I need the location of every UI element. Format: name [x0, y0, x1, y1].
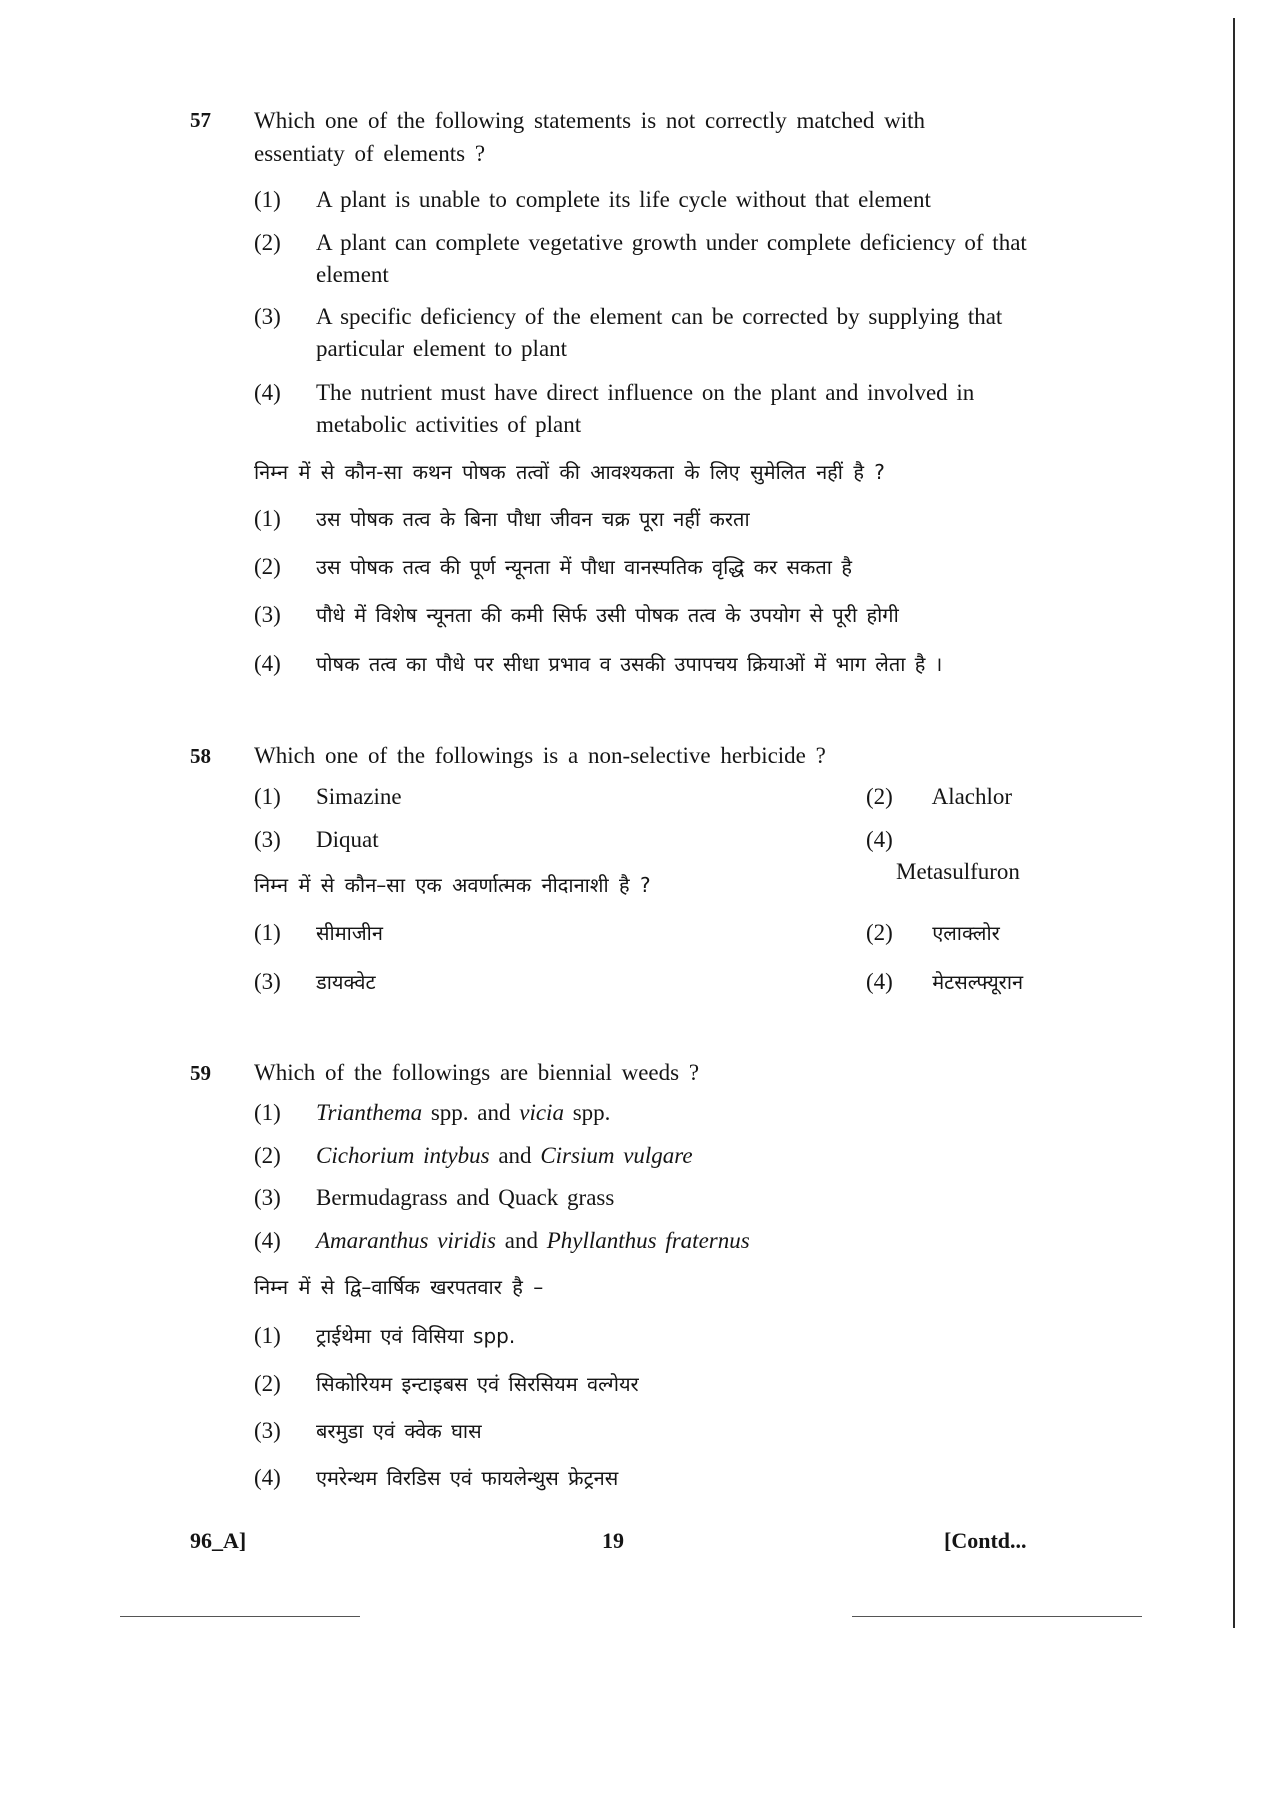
option-text: [316, 1097, 1054, 1129]
option-number: (4): [254, 1465, 281, 1490]
option-text: सीमाजीन: [316, 921, 383, 945]
option-number: (2): [254, 230, 281, 255]
option-en: [254, 301, 1054, 365]
question-text-hi: निम्न में से कौन-सा कथन पोषक तत्वों की आवश्यकता के लिए सुमेलित नहीं है ?: [254, 460, 885, 484]
option-text: Bermudagrass and Quack grass: [316, 1185, 615, 1210]
question-number: 58: [190, 744, 211, 768]
species-name: vicia: [519, 1100, 564, 1125]
option-text: [316, 1225, 1054, 1257]
footer-rule-right: [852, 1616, 1142, 1617]
option-text: A specific deficiency of the element can be corrected by supplying that particular element to plant: [316, 304, 1003, 361]
option-number: (3): [254, 969, 281, 994]
option-hi: [866, 966, 1023, 998]
question-number: 59: [190, 1061, 211, 1085]
species-name: Cirsium vulgare: [540, 1143, 693, 1168]
option-text: A plant can complete vegetative growth under complete deficiency of that element: [316, 230, 1027, 287]
option-number: (3): [254, 304, 281, 329]
connector-text: spp.: [563, 1100, 611, 1125]
footer-rule-left: [120, 1616, 360, 1617]
option-text: सिकोरियम इन्टाइबस एवं सिरसियम वल्गेयर: [316, 1372, 639, 1396]
option-en: [254, 824, 1054, 884]
option-text: A plant is unable to complete its life cycle without that element: [316, 187, 931, 212]
option-hi: [254, 1368, 1054, 1400]
continued-label: [Contd...: [944, 1528, 1027, 1553]
option-number: (2): [254, 554, 281, 579]
option-number: (4): [254, 651, 281, 676]
option-text: बरमुडा एवं क्वेक घास: [316, 1419, 482, 1443]
option-hi: [866, 917, 1000, 949]
option-number: (1): [254, 1100, 281, 1125]
option-en: [254, 1097, 1054, 1129]
option-hi: [254, 966, 1054, 998]
option-text: Alachlor: [931, 784, 1013, 809]
connector-text: and: [495, 1228, 547, 1253]
option-text: उस पोषक तत्व की पूर्ण न्यूनता में पौधा वानस्पतिक वृद्धि कर सकता है: [316, 555, 852, 579]
option-text: Metasulfuron: [896, 859, 1020, 884]
option-number: (1): [254, 784, 281, 809]
question-number: 57: [190, 108, 211, 132]
margin-rule: [1233, 18, 1235, 1628]
option-en: [254, 1140, 1054, 1172]
option-number: (2): [866, 920, 893, 945]
option-number: (4): [866, 827, 893, 852]
option-en: [254, 184, 1054, 216]
option-hi: [254, 1415, 1054, 1447]
option-number: (1): [254, 920, 281, 945]
option-text: ट्राईथेमा एवं विसिया spp.: [316, 1324, 516, 1348]
option-hi: [254, 1320, 1054, 1352]
connector-text: spp. and: [422, 1100, 520, 1125]
option-hi: [254, 599, 1054, 631]
option-text: डायक्वेट: [316, 970, 376, 994]
option-number: (3): [254, 1185, 281, 1210]
question-text-hi: निम्न में से द्वि–वार्षिक खरपतवार है –: [254, 1275, 544, 1299]
option-hi: [254, 648, 1054, 680]
option-hi: [254, 551, 1054, 583]
option-number: (3): [254, 602, 281, 627]
option-text: उस पोषक तत्व के बिना पौधा जीवन चक्र पूरा नहीं करता: [316, 507, 750, 531]
option-text: [316, 1140, 1054, 1172]
question-text-hi: निम्न में से कौन–सा एक अवर्णात्मक नीदानाशी है ?: [254, 873, 651, 897]
option-en: [254, 1225, 1054, 1257]
option-number: (2): [254, 1371, 281, 1396]
question-text-en: [254, 104, 1054, 170]
option-number: (4): [254, 1228, 281, 1253]
option-text: Simazine: [316, 784, 402, 809]
option-text: एलाक्लोर: [932, 921, 1000, 945]
option-number: (2): [866, 784, 893, 809]
paper-code: 96_A]: [190, 1528, 247, 1553]
option-number: (1): [254, 187, 281, 212]
species-name: Phyllanthus fraternus: [546, 1228, 750, 1253]
option-number: (3): [254, 1418, 281, 1443]
option-number: (2): [254, 1143, 281, 1168]
option-en: [254, 377, 1054, 441]
option-text: मेटसल्फ्यूरान: [932, 970, 1024, 994]
option-en: [254, 781, 1054, 813]
option-text: एमरेन्थम विरडिस एवं फायलेन्थुस फ्रेट्रनस: [316, 1466, 619, 1490]
option-number: (1): [254, 1323, 281, 1348]
option-text: Diquat: [316, 827, 379, 852]
species-name: Amaranthus viridis: [316, 1228, 496, 1253]
option-hi: [254, 1462, 1054, 1494]
species-name: Trianthema: [316, 1100, 423, 1125]
question-text-en: Which of the followings are biennial weeds ?: [254, 1060, 700, 1085]
species-name: Cichorium intybus: [316, 1143, 490, 1168]
option-number: (1): [254, 506, 281, 531]
page-number: 19: [602, 1528, 624, 1553]
option-number: (3): [254, 827, 281, 852]
option-number: (4): [866, 969, 893, 994]
option-number: (4): [254, 380, 281, 405]
option-text: पोषक तत्व का पौधे पर सीधा प्रभाव व उसकी उपापचय क्रियाओं में भाग लेता है ।: [316, 652, 943, 676]
question-text-line: essentiaty of elements ?: [254, 141, 486, 166]
option-hi: [254, 503, 1054, 535]
option-hi: [254, 917, 1054, 949]
option-en: [866, 781, 1012, 813]
option-en: [254, 227, 1054, 291]
option-text: The nutrient must have direct influence on the plant and involved in metabolic activities of plant: [316, 380, 975, 437]
connector-text: and: [489, 1143, 541, 1168]
question-text-line: Which one of the following statements is not correctly matched with: [254, 108, 926, 133]
option-text: पौधे में विशेष न्यूनता की कमी सिर्फ उसी पोषक तत्व के उपयोग से पूरी होगी: [316, 603, 899, 627]
question-text-en: Which one of the followings is a non-selective herbicide ?: [254, 743, 826, 768]
option-en: [254, 1182, 1054, 1214]
